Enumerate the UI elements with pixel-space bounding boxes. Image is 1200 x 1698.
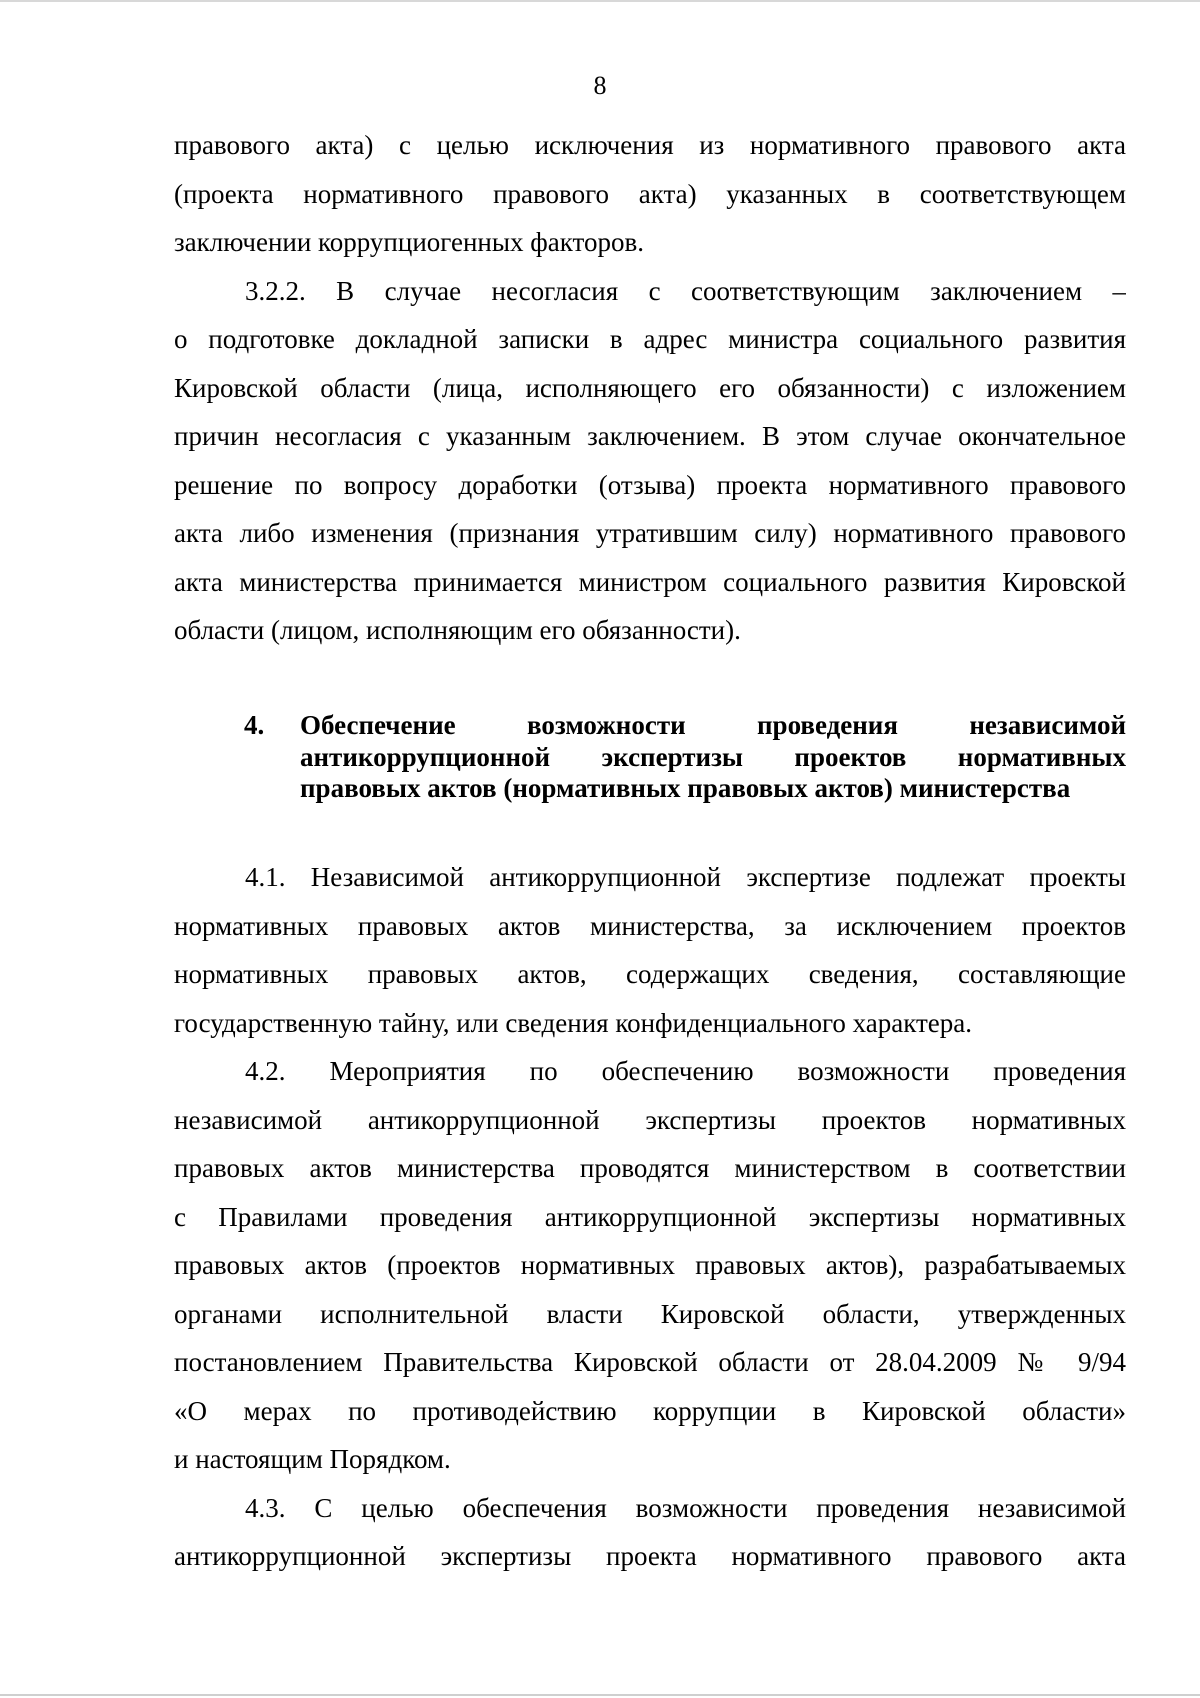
text-block-2 bbox=[174, 853, 1126, 1581]
text-line: решение по вопросу доработки (отзыва) проекта нормативного правового bbox=[174, 469, 1126, 500]
text-line: органами исполнительной власти Кировской области, утвержденных bbox=[174, 1298, 1126, 1329]
text-line: и настоящим Порядком. bbox=[174, 1444, 451, 1474]
text-line: о подготовке докладной записки в адрес министра социального развития bbox=[174, 324, 1126, 354]
text-line: акта министерства принимается министром социального развития Кировской bbox=[174, 566, 1126, 597]
paragraph-4-2-start: 4.2. Мероприятия по обеспечению возможности проведения bbox=[245, 1056, 1126, 1086]
text-line: заключении коррупциогенных факторов. bbox=[174, 227, 644, 257]
section-title-line: Обеспечение возможности проведения независимой bbox=[300, 710, 1126, 740]
text-line: правовых актов министерства проводятся министерством в соответствии bbox=[174, 1153, 1126, 1183]
text-line: (проекта нормативного правового акта) указанных в соответствующем bbox=[174, 178, 1126, 209]
text-line: «О мерах по противодействию коррупции в Кировской области» bbox=[174, 1395, 1126, 1426]
scan-bottom-edge bbox=[0, 1694, 1200, 1696]
section-title-line: правовых актов (нормативных правовых актов) министерства bbox=[300, 773, 1071, 803]
text-line: акта либо изменения (признания утратившим силу) нормативного правового bbox=[174, 518, 1126, 548]
section-number: 4. bbox=[244, 710, 265, 740]
text-block-1 bbox=[174, 121, 1126, 655]
text-line: с Правилами проведения антикоррупционной экспертизы нормативных bbox=[174, 1201, 1126, 1232]
section-title bbox=[300, 710, 1126, 805]
paragraph-4-3-start: 4.3. С целью обеспечения возможности проведения независимой bbox=[245, 1492, 1126, 1523]
paragraph-4-1-start: 4.1. Независимой антикоррупционной экспертизе подлежат проекты bbox=[245, 862, 1126, 892]
paragraph-3-2-2-start: 3.2.2. В случае несогласия с соответствующим заключением – bbox=[245, 275, 1126, 306]
scan-top-edge bbox=[0, 0, 1200, 2]
text-line: нормативных правовых актов министерства, за исключением проектов bbox=[174, 910, 1126, 941]
text-line: государственную тайну, или сведения конфиденциального характера. bbox=[174, 1007, 973, 1038]
section-title-line: антикоррупционной экспертизы проектов нормативных bbox=[300, 741, 1126, 772]
text-line: причин несогласия с указанным заключением. В этом случае окончательное bbox=[174, 421, 1126, 451]
text-line: правового акта) с целью исключения из нормативного правового акта bbox=[174, 130, 1126, 160]
text-line: области (лицом, исполняющим его обязанности). bbox=[174, 615, 741, 645]
text-line: независимой антикоррупционной экспертизы проектов нормативных bbox=[174, 1104, 1126, 1135]
text-line: антикоррупционной экспертизы проекта нормативного правового акта bbox=[174, 1541, 1126, 1571]
text-line: Кировской области (лица, исполняющего его обязанности) с изложением bbox=[174, 372, 1126, 403]
page-number: 8 bbox=[593, 71, 607, 100]
text-line: нормативных правовых актов, содержащих сведения, составляющие bbox=[174, 959, 1126, 989]
text-line: постановлением Правительства Кировской области от 28.04.2009 № 9/94 bbox=[174, 1347, 1126, 1377]
text-line: правовых актов (проектов нормативных правовых актов), разрабатываемых bbox=[174, 1250, 1126, 1280]
